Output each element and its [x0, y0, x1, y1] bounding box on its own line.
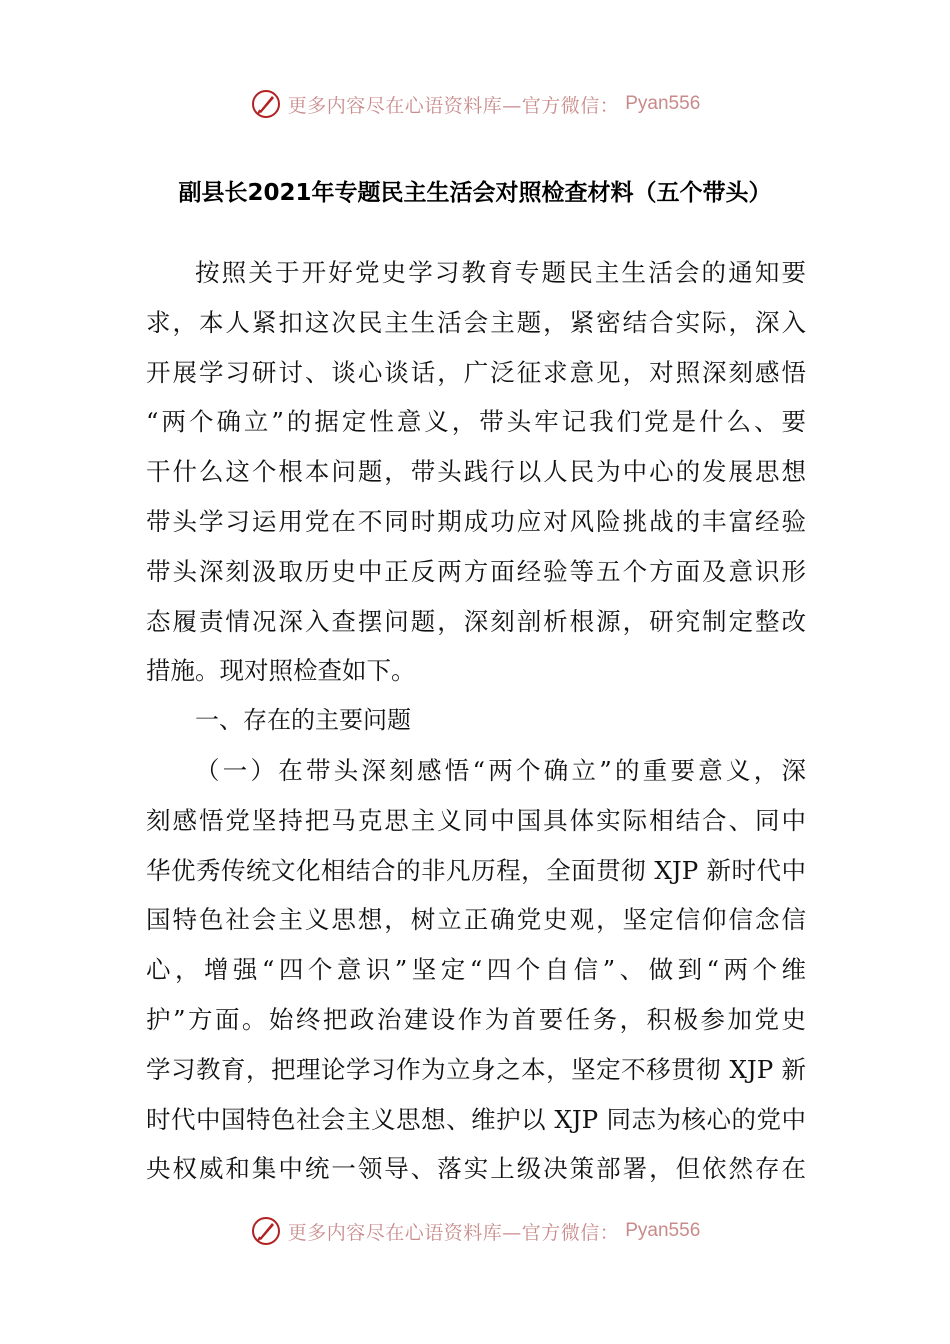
text-line: 按照关于开好党史学习教育专题民主生活会的通知要 [195, 258, 806, 287]
text-line: “两个确立”的据定性意义，带头牢记我们党是什么、要 [146, 407, 806, 437]
text-line: 学习教育，把理论学习作为立身之本，坚定不移贯彻 XJP 新 [146, 1054, 806, 1084]
text-line: 国特色社会主义思想，树立正确党史观，坚定信仰信念信 [146, 905, 806, 935]
text-line: （一）在带头深刻感悟“两个确立”的重要意义，深 [195, 755, 806, 785]
document-body [146, 248, 806, 1194]
section-heading: 一、存在的主要问题 [195, 706, 411, 735]
watermark-footer [0, 1211, 950, 1251]
watermark-id: Pyan556 [625, 93, 701, 114]
text-line: 干什么这个根本问题，带头践行以人民为中心的发展思想 [146, 457, 806, 487]
watermark-text: 更多内容尽在心语资料库—官方微信： [287, 1221, 620, 1244]
watermark-header [0, 84, 950, 124]
text-line: 护”方面。始终把政治建设作为首要任务，积极参加党史 [146, 1004, 806, 1034]
section-1-paragraph [146, 746, 806, 1194]
text-line: 开展学习研讨、谈心谈话，广泛征求意见，对照深刻感悟 [146, 357, 806, 387]
text-line: 刻感悟党坚持把马克思主义同中国具体实际相结合、同中 [146, 805, 806, 835]
document-title: 副县长2021年专题民主生活会对照检查材料（五个带头） [178, 180, 772, 206]
watermark-text: 更多内容尽在心语资料库—官方微信： [287, 94, 620, 117]
intro-paragraph [146, 248, 806, 696]
text-line: 时代中国特色社会主义思想、维护以 XJP 同志为核心的党中 [146, 1104, 806, 1134]
quill-logo-icon [250, 1215, 282, 1247]
text-line: 华优秀传统文化相结合的非凡历程，全面贯彻 XJP 新时代中 [146, 855, 806, 885]
quill-logo-icon [250, 88, 282, 120]
text-line: 措施。现对照检查如下。 [146, 656, 416, 686]
text-line: 心，增强“四个意识”坚定“四个自信”、做到“两个维 [146, 955, 806, 985]
text-line: 态履责情况深入查摆问题，深刻剖析根源，研究制定整改 [146, 606, 806, 636]
text-line: 带头深刻汲取历史中正反两方面经验等五个方面及意识形 [146, 556, 806, 586]
text-line: 央权威和集中统一领导、落实上级决策部署，但依然存在 [146, 1154, 806, 1184]
watermark-id: Pyan556 [625, 1220, 701, 1241]
text-line: 带头学习运用党在不同时期成功应对风险挑战的丰富经验 [146, 506, 806, 536]
text-line: 求，本人紧扣这次民主生活会主题，紧密结合实际，深入 [146, 307, 806, 337]
